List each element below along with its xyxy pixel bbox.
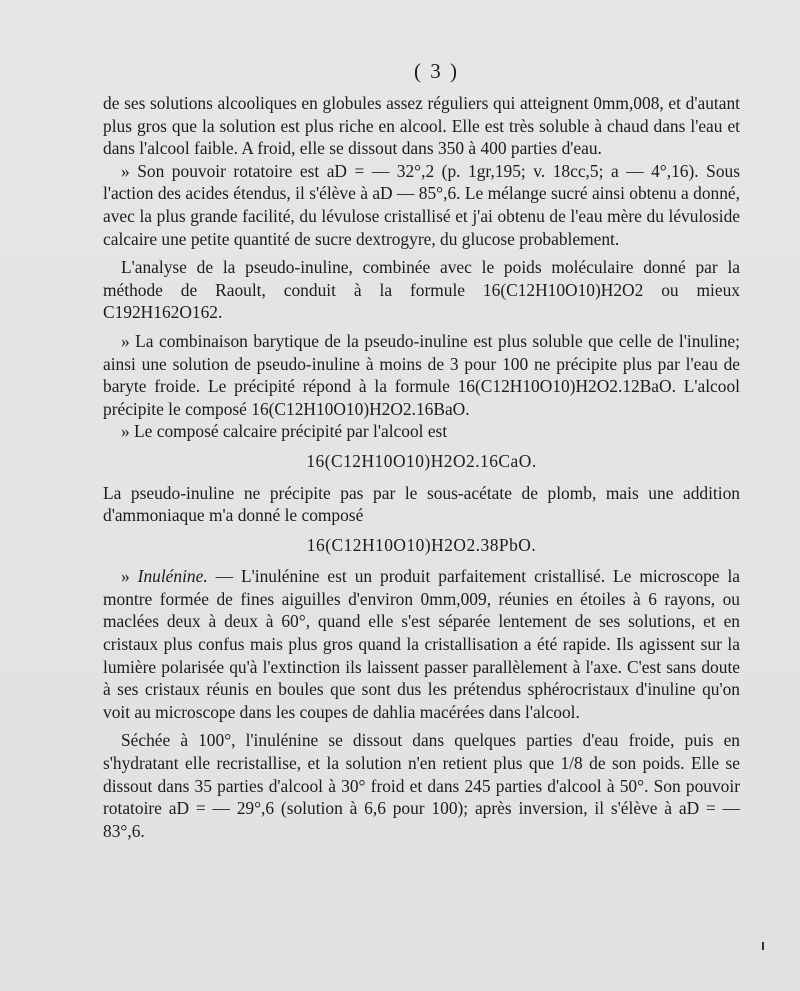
paragraph-7-body: — L'inulénine est un produit parfaitement cristallisé. Le microscope la montre formée de fines aiguilles d'environ 0mm,009, réunies en étoiles à 6 rayons, ou maclées deux à deux à 60°, quand elle s'est séparée lentement de ses solutions, et en cristaux plus confus mais plus gros quand la cristallisation a été rapide. Ils agissent sur la lumière polarisée qu'à l'extinction ils laissent passer parallèlement à l'axe. C'est sans doute à ses cristaux réunis en boules que sont dus les prétendus sphérocristaux d'inuline qu'on voit au microscope dans les coupes de dahlia macérées dans l'alcool. <box>103 566 740 722</box>
paragraph-1: de ses solutions alcooliques en globules assez réguliers qui atteignent 0mm,008, et d'autant plus gros que la solution est plus riche en alcool. Elle est très soluble à chaud dans l'eau et dans l'alcool faible. A froid, elle se dissout dans 350 à 400 parties d'eau. <box>103 93 740 159</box>
body-text <box>103 92 740 842</box>
paragraph-8: Séchée à 100°, l'inulénine se dissout dans quelques parties d'eau froide, puis en s'hydratant elle recristallise, et la solution n'en retient plus que 1/8 de son poids. Elle se dissout dans 35 parties d'alcool à 30° froid et dans 245 parties d'alcool à 50°. Son pouvoir rotatoire aD = — 29°,6 (solution à 6,6 pour 100); après inversion, il s'élève à aD = — 83°,6. <box>103 730 740 841</box>
paragraph-7-lead: » <box>121 566 138 587</box>
formula-lead: 16(C12H10O10)H2O2.38PbO. <box>306 534 537 555</box>
formula-calcium: 16(C12H10O10)H2O2.16CaO. <box>306 450 537 471</box>
paragraph-6: La pseudo-inuline ne précipite pas par le sous-acétate de plomb, mais une addition d'ammoniaque m'a donné le composé <box>103 482 740 526</box>
page-number: ( 3 ) <box>414 59 459 83</box>
paper-speck <box>762 942 764 950</box>
section-title-inulenine: Inulénine. <box>137 566 208 587</box>
paragraph-3: L'analyse de la pseudo-inuline, combinée avec le poids moléculaire donné par la méthode de Raoult, conduit à la formule 16(C12H10O10)H2O2 ou mieux C192H162O162. <box>103 257 740 323</box>
paragraph-5: » Le composé calcaire précipité par l'alcool est <box>121 421 448 442</box>
paragraph-7 <box>103 565 740 723</box>
paragraph-4: » La combinaison barytique de la pseudo-inuline est plus soluble que celle de l'inuline; ainsi une solution de pseudo-inuline à moins de 3 pour 100 ne précipite plus par l'eau de baryte froide. Le précipité répond à la formule 16(C12H10O10)H2O2.12BaO. L'alcool précipite le composé 16(C12H10O10)H2O2.16BaO. <box>103 330 740 419</box>
paragraph-2: » Son pouvoir rotatoire est aD = — 32°,2 (p. 1gr,195; v. 18cc,5; a — 4°,16). Sous l'action des acides étendus, il s'élève à aD — 85°,6. Le mélange sucré ainsi obtenu a donné, avec la plus grande facilité, du lévulose cristallisé et j'ai obtenu de l'eau mère du lévuloside calcaire une petite quantité de sucre dextrogyre, du glucose probablement. <box>103 160 740 249</box>
